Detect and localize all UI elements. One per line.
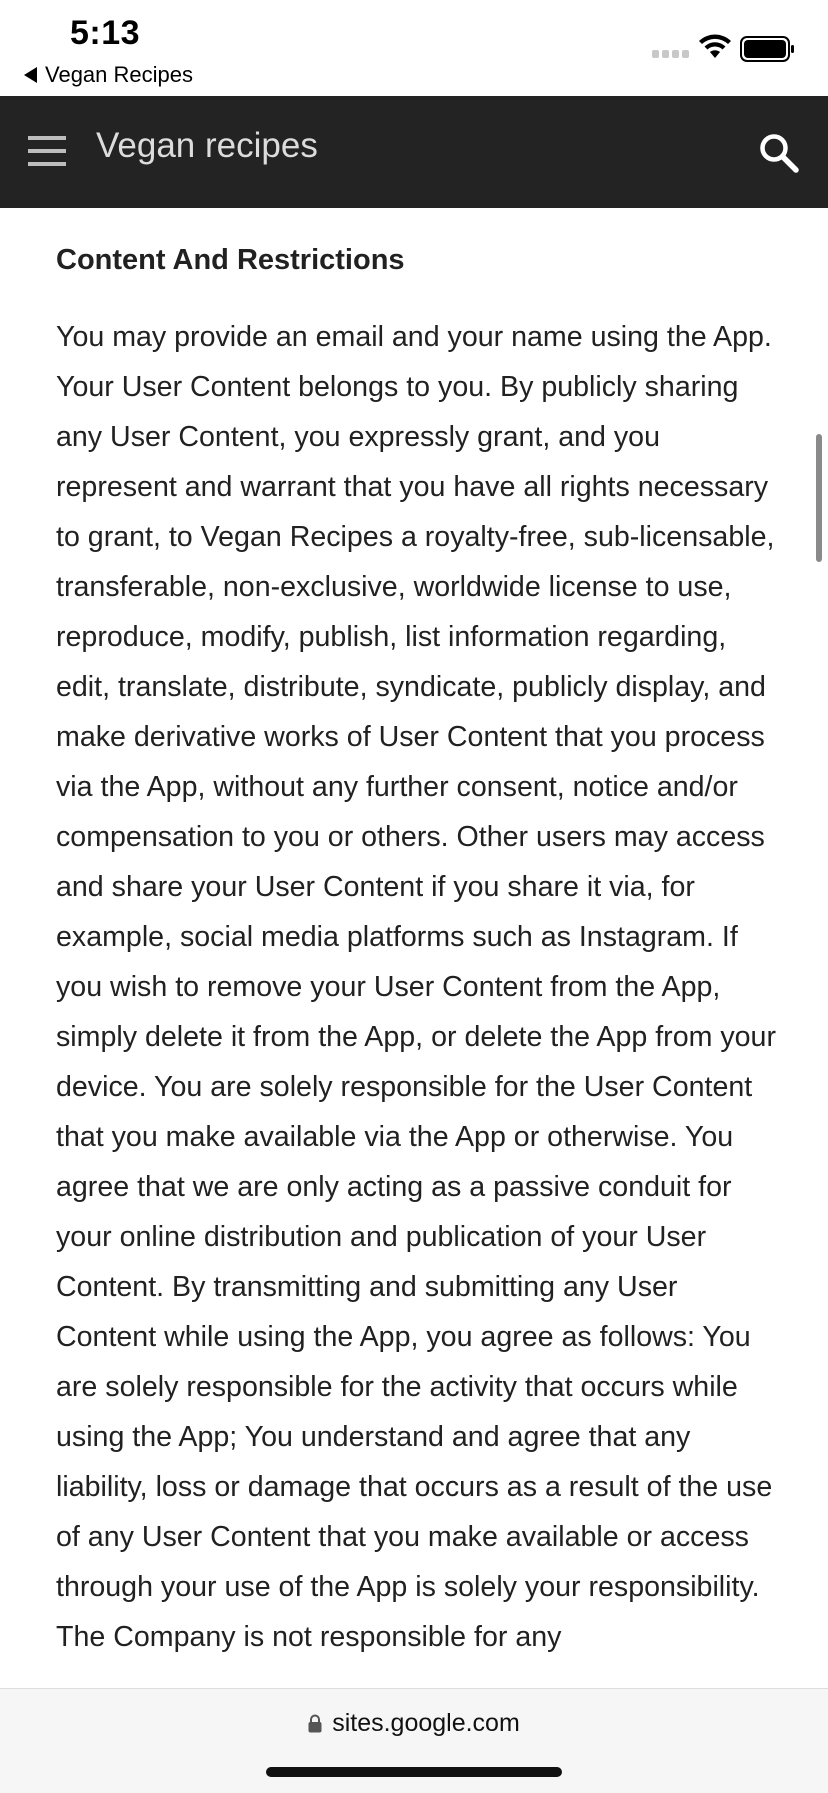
signal-icon [652, 50, 689, 58]
scroll-indicator[interactable] [816, 434, 822, 562]
page-content [0, 208, 828, 1688]
battery-icon [740, 36, 796, 62]
back-triangle-icon [24, 67, 37, 83]
status-time: 5:13 [70, 14, 141, 52]
home-indicator[interactable] [266, 1767, 562, 1777]
lock-icon [308, 1714, 322, 1733]
wifi-icon [698, 34, 732, 60]
back-link-label: Vegan Recipes [45, 62, 193, 87]
search-icon[interactable] [758, 132, 800, 174]
section-heading: Content And Restrictions [56, 244, 405, 276]
browser-address-bar [0, 1688, 828, 1793]
site-title[interactable]: Vegan recipes [96, 126, 318, 165]
app-header [0, 96, 828, 208]
url-field[interactable] [0, 1709, 828, 1738]
section-body-text: You may provide an email and your name using the App. Your User Content belongs to you. By publicly sharing any User Content, you expressly grant, and you represent and warrant that you have all rights necessary to grant, to Vegan Recipes a royalty-free, sub-licensable, transferable, non-exclusive, worldwide license to use, reproduce, modify, publish, list information regarding, edit, translate, distribute, syndicate, publicly display, and make derivative works of User Content that you process via the App, without any further consent, notice and/or compensation to you or others. Other users may access and share your User Content if you share it via, for example, social media platforms such as Instagram. If you wish to remove your User Content from the App, simply delete it from the App, or delete the App from your device. You are solely responsible for the User Content that you make available via the App or otherwise. You agree that we are only acting as a passive conduit for your online distribution and publication of your User Content. By transmitting and submitting any User Content while using the App, you agree as follows: You are solely responsible for the activity that occurs while using the App; You understand and agree that any liability, loss or damage that occurs as a result of the use of any User Content that you make available or access through your use of the App is solely your responsibility. The Company is not responsible for any [56, 321, 776, 1653]
hamburger-menu-icon[interactable] [28, 136, 66, 166]
url-text: sites.google.com [332, 1709, 520, 1737]
back-to-app-link[interactable] [24, 62, 193, 88]
status-bar [0, 0, 828, 96]
